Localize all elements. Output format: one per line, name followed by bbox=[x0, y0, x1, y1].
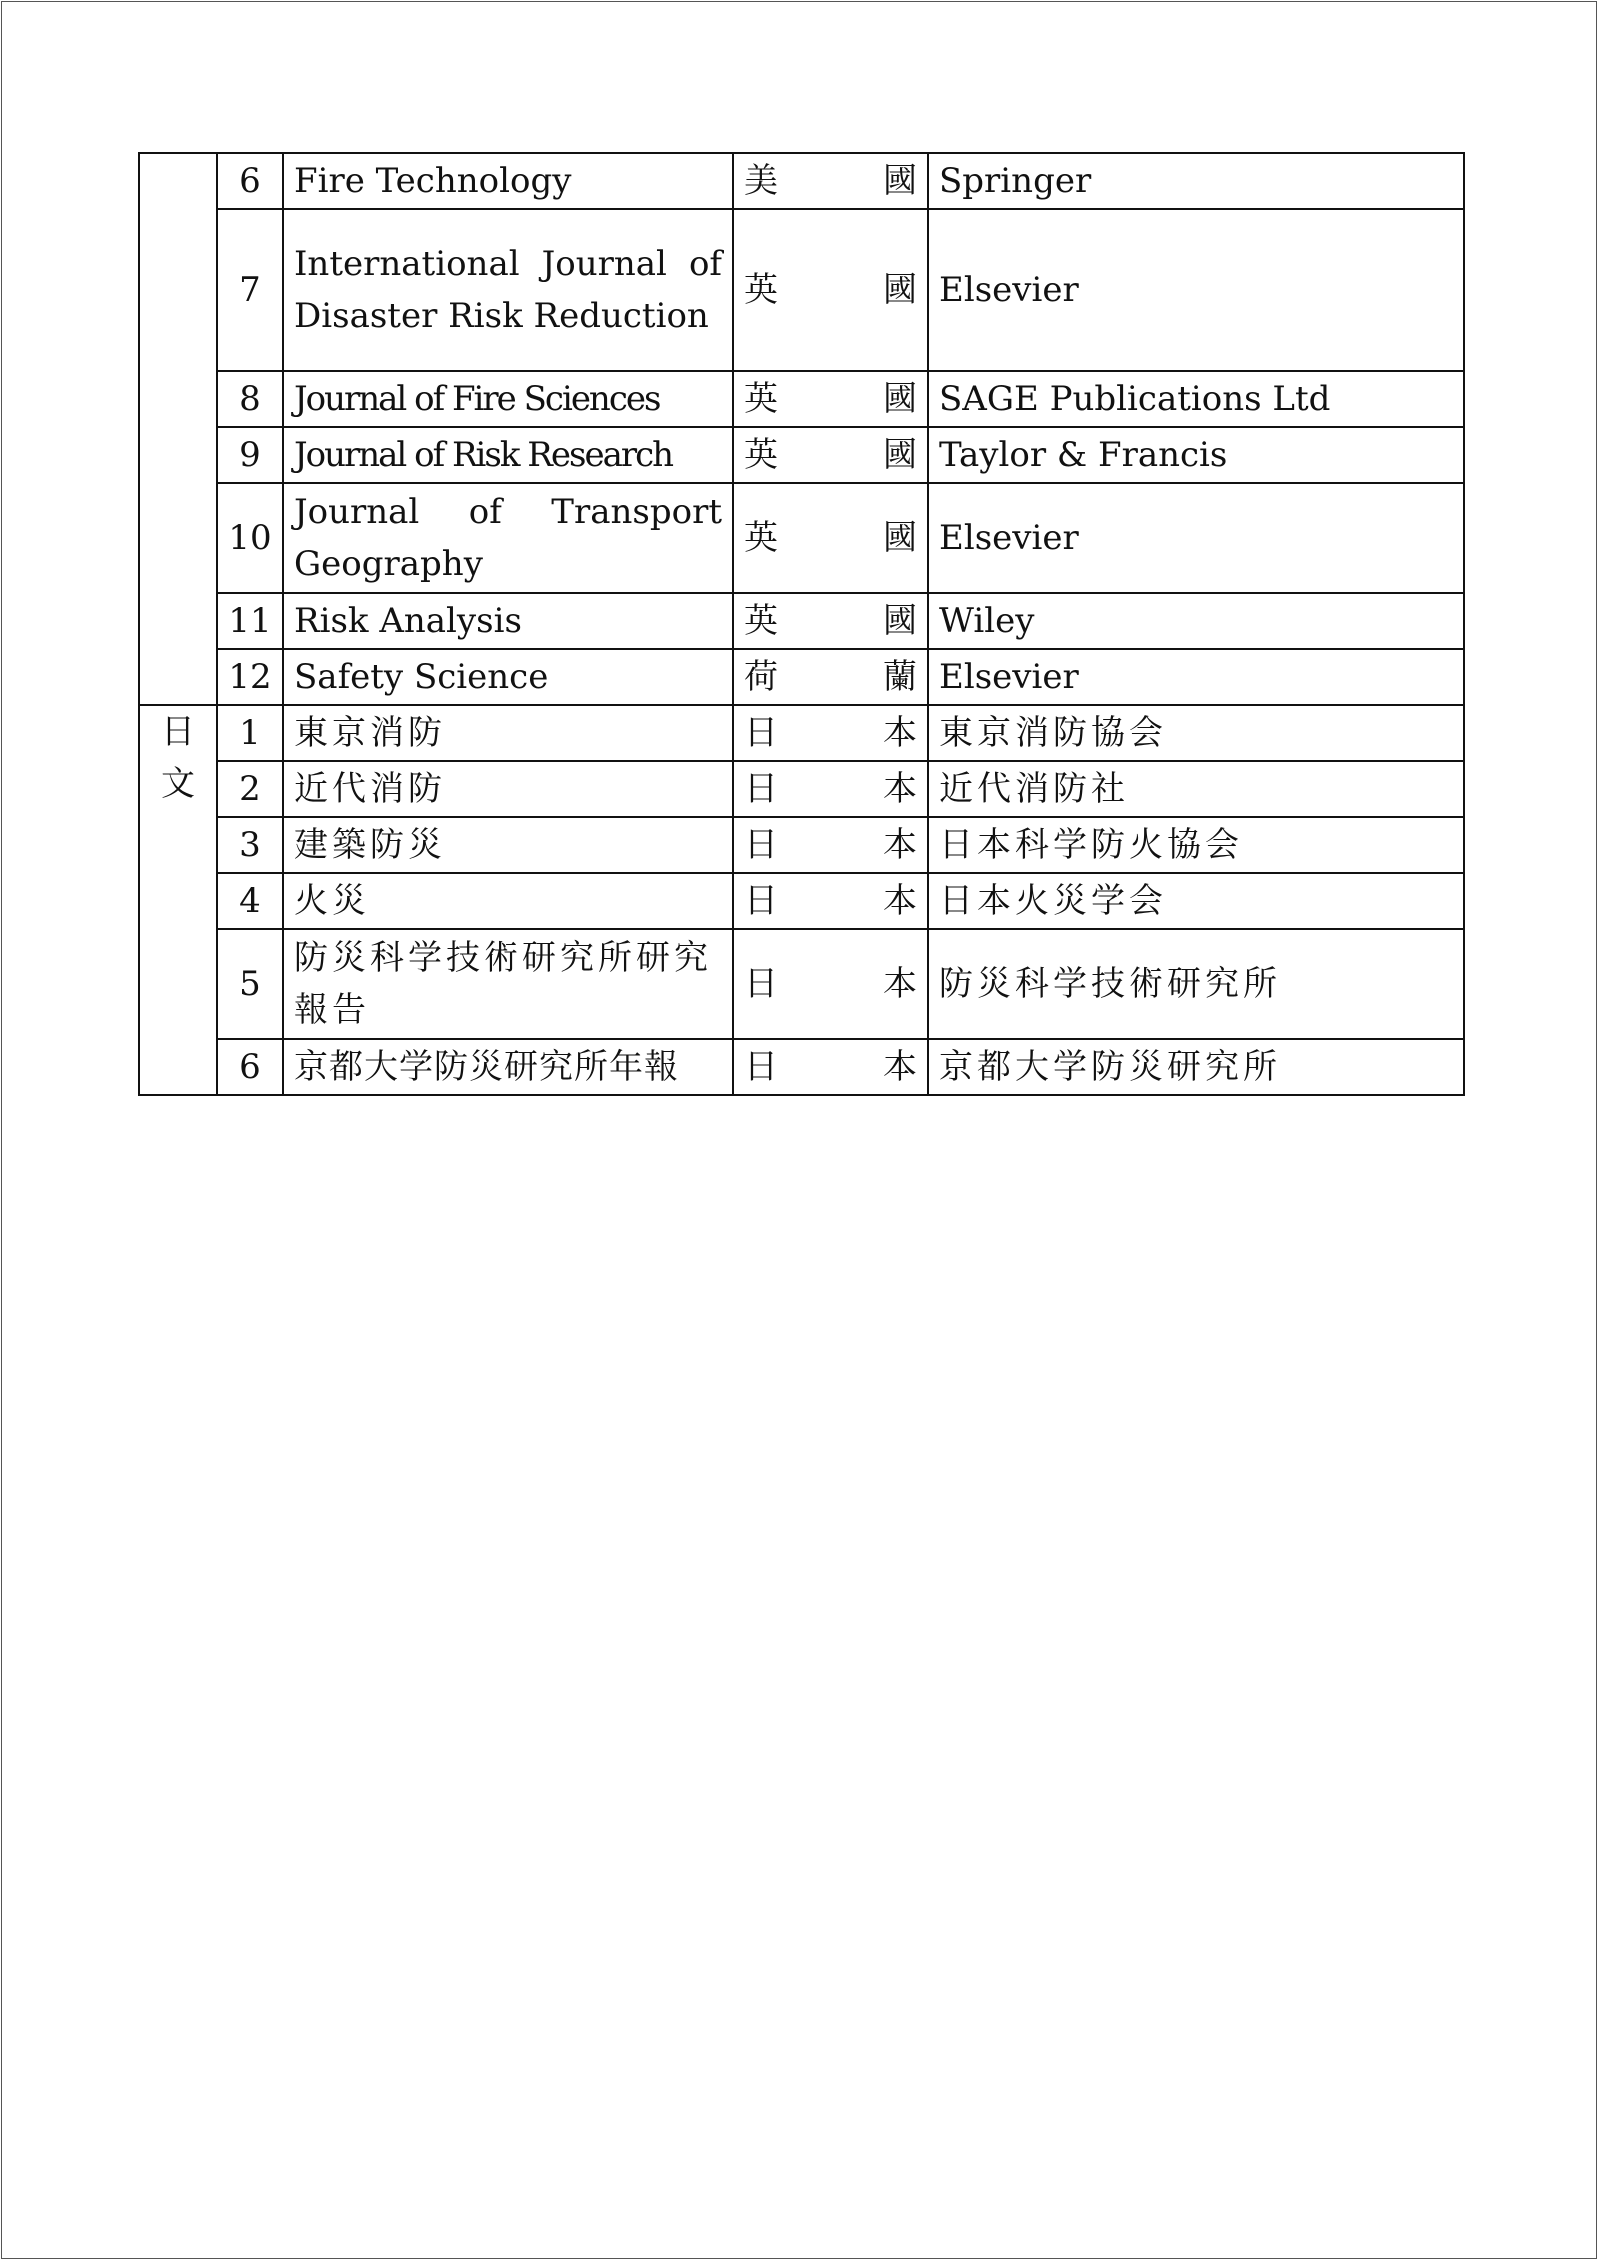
country-cell: 荷 蘭 bbox=[733, 649, 928, 705]
publisher: Taylor & Francis bbox=[928, 427, 1464, 483]
row-number: 12 bbox=[217, 649, 283, 705]
publisher: 防災科学技術研究所 bbox=[928, 929, 1464, 1039]
journal-title: 防災科学技術研究所研究報告 bbox=[283, 929, 733, 1039]
row-number: 6 bbox=[217, 153, 283, 209]
row-number: 10 bbox=[217, 483, 283, 593]
publisher: Wiley bbox=[928, 593, 1464, 649]
journal-title: Risk Analysis bbox=[283, 593, 733, 649]
table-row bbox=[139, 873, 1464, 929]
row-number: 9 bbox=[217, 427, 283, 483]
row-number: 8 bbox=[217, 371, 283, 427]
language-group-japanese bbox=[139, 705, 217, 1095]
country-cell: 日 本 bbox=[733, 873, 928, 929]
journal-table bbox=[138, 152, 1465, 1096]
publisher: Springer bbox=[928, 153, 1464, 209]
table-row bbox=[139, 761, 1464, 817]
country-cell: 英 國 bbox=[733, 427, 928, 483]
publisher: 近代消防社 bbox=[928, 761, 1464, 817]
journal-title: Fire Technology bbox=[283, 153, 733, 209]
row-number: 11 bbox=[217, 593, 283, 649]
country-cell: 日 本 bbox=[733, 705, 928, 761]
country-cell: 英 國 bbox=[733, 593, 928, 649]
table-row bbox=[139, 483, 1464, 593]
publisher: 日本火災学会 bbox=[928, 873, 1464, 929]
table-row bbox=[139, 929, 1464, 1039]
journal-title: Journal of Risk Research bbox=[283, 427, 733, 483]
publisher: SAGE Publications Ltd bbox=[928, 371, 1464, 427]
table-row bbox=[139, 649, 1464, 705]
journal-title: 東京消防 bbox=[283, 705, 733, 761]
table-row bbox=[139, 593, 1464, 649]
country-cell: 日 本 bbox=[733, 761, 928, 817]
publisher: 日本科学防火協会 bbox=[928, 817, 1464, 873]
table-row bbox=[139, 427, 1464, 483]
journal-title: International Journal of Disaster Risk Reduction bbox=[283, 209, 733, 371]
journal-title: Journal of Transport Geography bbox=[283, 483, 733, 593]
table-row bbox=[139, 371, 1464, 427]
language-group-english bbox=[139, 153, 217, 705]
table-row bbox=[139, 817, 1464, 873]
publisher: Elsevier bbox=[928, 483, 1464, 593]
row-number: 6 bbox=[217, 1039, 283, 1095]
table-row bbox=[139, 209, 1464, 371]
journal-title: 火災 bbox=[283, 873, 733, 929]
country-cell: 日 本 bbox=[733, 929, 928, 1039]
country-cell: 美 國 bbox=[733, 153, 928, 209]
country-cell: 日 本 bbox=[733, 1039, 928, 1095]
row-number: 5 bbox=[217, 929, 283, 1039]
row-number: 2 bbox=[217, 761, 283, 817]
language-label-char: 日 bbox=[161, 712, 195, 752]
row-number: 4 bbox=[217, 873, 283, 929]
table-row bbox=[139, 705, 1464, 761]
publisher: 東京消防協会 bbox=[928, 705, 1464, 761]
journal-title: 建築防災 bbox=[283, 817, 733, 873]
language-label-char: 文 bbox=[161, 764, 195, 804]
publisher: 京都大学防災研究所 bbox=[928, 1039, 1464, 1095]
country-cell: 英 國 bbox=[733, 483, 928, 593]
row-number: 3 bbox=[217, 817, 283, 873]
table-row bbox=[139, 153, 1464, 209]
country-cell: 日 本 bbox=[733, 817, 928, 873]
journal-title: 京都大学防災研究所年報 bbox=[283, 1039, 733, 1095]
country-cell: 英 國 bbox=[733, 209, 928, 371]
table-row bbox=[139, 1039, 1464, 1095]
journal-title: 近代消防 bbox=[283, 761, 733, 817]
publisher: Elsevier bbox=[928, 649, 1464, 705]
journal-title: Safety Science bbox=[283, 649, 733, 705]
row-number: 1 bbox=[217, 705, 283, 761]
journal-title: Journal of Fire Sciences bbox=[283, 371, 733, 427]
row-number: 7 bbox=[217, 209, 283, 371]
country-cell: 英 國 bbox=[733, 371, 928, 427]
publisher: Elsevier bbox=[928, 209, 1464, 371]
